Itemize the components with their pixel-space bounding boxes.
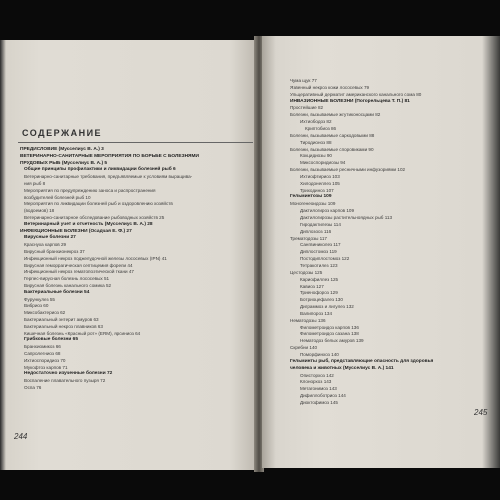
toc-entry: Описторхоз 142: [300, 372, 334, 378]
toc-entries-right: [262, 36, 500, 468]
toc-entry: Болезни, вызываемые саркодовыми 88: [290, 132, 375, 138]
toc-entry: Вирусные болезни 27: [24, 235, 76, 241]
toc-entry: Ветеринарный учет и отчетность (Мусселиус В. А.) 28: [24, 221, 153, 227]
toc-entry: Диграммоз и лигулез 132: [300, 304, 354, 310]
toc-entry: Вирусная геморрагическая септицемия форели 44: [24, 262, 133, 268]
toc-entry: Вирусная болезнь канального сомика 52: [24, 283, 112, 288]
toc-entry: Кавиоз 127: [300, 283, 324, 289]
toc-entry: ИНВАЗИОННЫЕ БОЛЕЗНИ (Погорельцева Т. П.) 81: [290, 98, 410, 104]
toc-entry: Нематодоз белых амуров 139: [300, 338, 364, 344]
toc-entry: Грибковые болезни 65: [24, 337, 79, 343]
toc-entry: Криптобиоз 86: [305, 125, 337, 131]
toc-entry: Филометроидоз сазана 138: [300, 331, 359, 337]
toc-entry: Миксобактериоз 62: [24, 310, 66, 316]
toc-entry: Моногенеоидозы 109: [290, 201, 336, 207]
toc-entry: Клонорхоз 143: [300, 379, 332, 385]
toc-entry: Хилодонеллез 105: [300, 180, 340, 186]
toc-entry: Метагонимоз 143: [300, 386, 337, 392]
toc-entry: Ветеринарно-санитарные требования, предъявляемые к условиям выращива-: [24, 174, 193, 180]
toc-entry: Нематодозы 136: [290, 317, 326, 323]
toc-entry: Болезни, вызываемые ресничными инфузориями 102: [290, 167, 406, 173]
toc-entry: Чума щук 77: [290, 78, 317, 83]
toc-entry: Дактилогирозы растительноядных рыб 113: [300, 215, 393, 220]
toc-entry: Мероприятия по ликвидации болезней рыб и оздоровлению хозяйств: [24, 201, 173, 207]
toc-entry: Общие принципы профилактики и ликвидации болезней рыб 6: [24, 167, 176, 173]
toc-entry: Простейшие 82: [290, 105, 324, 111]
toc-entry: возбудителей болезней рыб 10: [24, 194, 91, 200]
toc-entry: Бранхиомикоз 66: [24, 344, 61, 350]
toc-entry: ПРУДОВЫХ РЫБ (Мусселиус В. А.) 5: [20, 160, 108, 166]
toc-entry: Ихтиоспоридиоз 70: [24, 357, 66, 363]
right-page: [262, 36, 500, 468]
toc-entries-left: [0, 40, 258, 470]
toc-entry: Валипороз 134: [300, 310, 333, 316]
toc-entry: (водоемов) 18: [24, 208, 55, 214]
toc-entry: Воспаление плавательного пузыря 72: [24, 378, 106, 384]
toc-entry: Фурункулез 55: [24, 296, 55, 302]
toc-entry: Ихтиободоз 82: [300, 119, 332, 125]
toc-entry: ВЕТЕРИНАРНО-САНИТАРНЫЕ МЕРОПРИЯТИЯ ПО БОРЬБЕ С БОЛЕЗНЯМИ: [20, 153, 199, 159]
toc-entry: ПРЕДИСЛОВИЕ (Мусселиус В. А.) 3: [20, 147, 104, 152]
toc-entry: Тетракотилез 123: [300, 262, 338, 268]
toc-entry: Дифиллоботриоз 144: [300, 393, 346, 399]
toc-entry: Язвенный некроз кожи лососевых 79: [290, 84, 370, 90]
toc-entry: Диоктофимоз 145: [300, 399, 338, 405]
toc-entry: Сапролегниоз 68: [24, 351, 61, 356]
toc-entry: Ветеринарно-санитарное обследование рыбоводных хозяйств 25: [24, 215, 165, 220]
toc-entry: Цестодозы 125: [290, 269, 323, 275]
toc-entry: Мероприятия по предупреждению заноса и распространения: [24, 187, 156, 193]
toc-entry: Гельминты рыб, представляющие опасность для здоровья: [290, 358, 434, 364]
toc-entry: Диплозооз 116: [300, 228, 332, 234]
left-page: [0, 40, 258, 470]
toc-entry: Оспа 76: [24, 385, 42, 390]
toc-entry: Вирусный бранхионекроз 37: [24, 249, 85, 254]
toc-entry: Трематодозы 117: [290, 235, 327, 241]
toc-entry: Кариофиллез 125: [300, 276, 339, 282]
toc-entry: Поморфинхоз 140: [300, 352, 339, 357]
toc-entry: Диплостомоз 119: [300, 249, 337, 255]
toc-entry: Дактилогироз карпов 109: [300, 208, 355, 214]
toc-entry: Ульцеративный дерматит американского канального сома 80: [290, 91, 422, 97]
toc-entry: ИНФЕКЦИОННЫЕ БОЛЕЗНИ (Осадчая Е. Ф.) 27: [20, 228, 132, 234]
toc-entry: Герпес-вирусная болезнь лососевых 51: [24, 276, 110, 282]
toc-entry: Мукофтоз карпов 71: [24, 364, 68, 370]
toc-heading: СОДЕРЖАНИЕ: [22, 128, 103, 138]
toc-entry: Гиродактилезы 114: [300, 221, 341, 227]
toc-entry: Кишечная болезнь «Красный рот» (ERM), ярсиниоз 64: [24, 330, 141, 336]
toc-entry: Болезни, вызываемые споровиками 90: [290, 146, 374, 152]
toc-entry: Инфекционный некроз гематопоэтической ткани 47: [24, 269, 134, 275]
toc-entry: Триходиноз 107: [300, 187, 334, 193]
toc-entry: Тиродионоз 88: [300, 139, 332, 145]
toc-entry: Бактериальный некроз плавников 63: [24, 323, 103, 329]
page-number-right: 245: [474, 408, 488, 417]
toc-entry: Кокцидиозы 90: [300, 153, 332, 159]
toc-entry: Недостаточно изученные болезни 72: [24, 371, 113, 377]
toc-entry: Бактериальные болезни 54: [24, 289, 90, 295]
toc-entry: Ихтиофтириоз 103: [300, 173, 340, 179]
toc-entry: Сангвиниколез 117: [300, 242, 341, 248]
toc-entry: Бактериальный энтерит амуров 63: [24, 317, 99, 322]
toc-entry: Гельминтозы 109: [290, 194, 332, 200]
toc-entry: Постодиплостомоз 122: [300, 256, 350, 262]
toc-entry: Краснуха карпов 29: [24, 242, 67, 248]
toc-entry: Филометроидоз карпов 136: [300, 324, 359, 330]
toc-entry: Болезни, вызываемые жгутиконосцами 82: [290, 112, 381, 118]
toc-entry: Инфекционный некроз поджелудочной железы лососевых (IPN) 41: [24, 255, 167, 261]
toc-entry: Ботриоцефалез 130: [300, 297, 343, 303]
toc-entry: Скребни 140: [290, 345, 318, 351]
toc-entry: Вибриоз 60: [24, 303, 49, 309]
toc-entry: ния рыб 8: [24, 181, 46, 186]
page-number-left: 244: [14, 432, 28, 441]
toc-entry: Триенофороз 129: [300, 290, 338, 296]
toc-entry: человека и животных (Мусселиус В. А.) 141: [290, 365, 394, 371]
toc-entry: Миксоспоридиозы 94: [300, 160, 346, 166]
